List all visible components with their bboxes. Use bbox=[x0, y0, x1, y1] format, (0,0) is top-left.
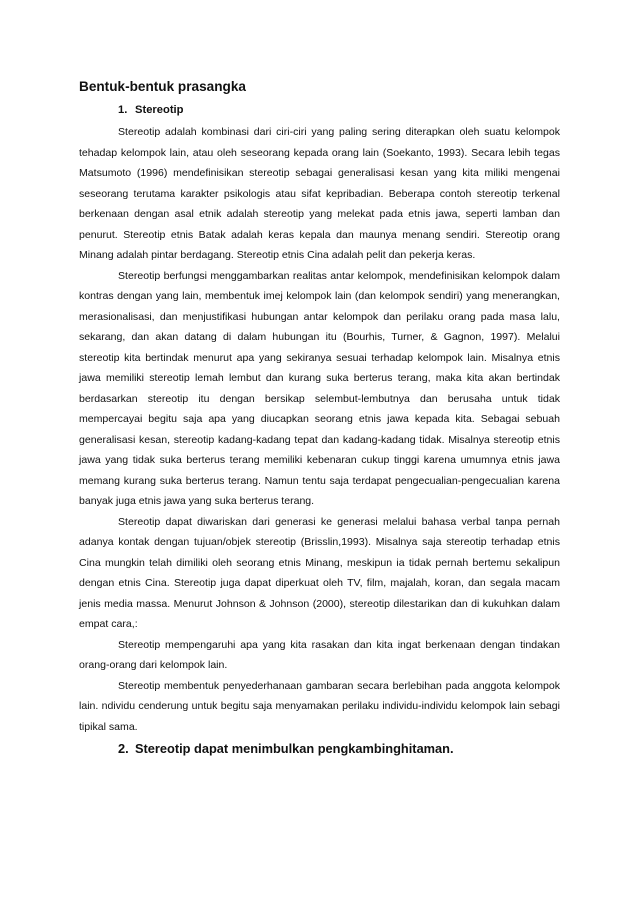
section-number: 1. bbox=[118, 104, 128, 116]
section-title: Stereotip bbox=[135, 104, 184, 116]
paragraph-simplification: Stereotip membentuk penyederhanaan gambaran secara berlebihan pada anggota kelompok lain. ndividu cenderung untuk begitu saja menyamakan perilaku individu-individu kelompok lain sebagi tipikal sama. bbox=[79, 679, 560, 733]
section-heading-stereotip bbox=[79, 102, 560, 118]
section-heading-scapegoating bbox=[79, 740, 560, 758]
document-title: Bentuk-bentuk prasangka bbox=[79, 79, 246, 94]
section-number: 2. bbox=[118, 741, 129, 756]
paragraph-influence: Stereotip mempengaruhi apa yang kita rasakan dan kita ingat berkenaan dengan tindakan orang-orang dari kelompok lain. bbox=[79, 638, 560, 671]
section-title: Stereotip dapat menimbulkan pengkambinghitaman. bbox=[135, 741, 454, 756]
paragraph-inheritance: Stereotip dapat diwariskan dari generasi ke generasi melalui bahasa verbal tanpa pernah adanya kontak dengan tujuan/objek stereotip (Brisslin,1993). Misalnya saja stereotip terhadap etnis Cina mungkin telah dimiliki oleh seorang etnis Minang, meskipun ia tidak pernah bertemu sekalipun dengan etnis Cina. Stereotip juga dapat diperkuat oleh TV, film, majalah, koran, dan segala macam jenis media massa. Menurut Johnson & Johnson (2000), stereotip dilestarikan dan di kukuhkan dalam empat cara,: bbox=[79, 515, 560, 630]
document-page bbox=[79, 78, 560, 762]
paragraph-definition: Stereotip adalah kombinasi dari ciri-ciri yang paling sering diterapkan oleh suatu kelompok tehadap kelompok lain, atau oleh seseorang kepada orang lain (Soekanto, 1993). Secara lebih tegas Matsumoto (1996) mendefinisikan stereotip sebagai generalisasi kesan yang kita miliki mengenai seseorang terutama karakter psikologis atau sifat kepribadian. Beberapa contoh stereotip terkenal berkenaan dengan asal etnik adalah stereotip yang melekat pada etnis jawa, seperti lamban dan penurut. Stereotip etnis Batak adalah keras kepala dan maunya menang sendiri. Stereotip orang Minang adalah pintar berdagang. Stereotip etnis Cina adalah pelit dan pekerja keras. bbox=[79, 126, 560, 261]
paragraph-function: Stereotip berfungsi menggambarkan realitas antar kelompok, mendefinisikan kelompok dalam kontras dengan yang lain, membentuk imej kelompok lain (dan kelompok sendiri) yang menerangkan, merasionalisasi, dan menjustifikasi hubungan antar kelompok dan perilaku orang pada masa lalu, sekarang, dan akan datang di dalam hubungan itu (Bourhis, Turner, & Gagnon, 1997). Melalui stereotip kita bertindak menurut apa yang sekiranya sesuai terhadap kelompok lain. Misalnya etnis jawa memiliki stereotip lemah lembut dan kurang suka berterus terang, maka kita akan bertindak berdasarkan stereotip itu dengan bersikap selembut-lembutnya dan berusaha untuk tidak mempercayai begitu saja apa yang diucapkan seorang etnis jawa kepada kita. Sebagai sebuah generalisasi kesan, stereotip kadang-kadang tepat dan kadang-kadang tidak. Misalnya stereotip etnis jawa yang tidak suka berterus terang memiliki kebenaran cukup tinggi karena umumnya etnis jawa memang kurang suka berterus terang. Namun tentu saja terdapat pengecualian-pengecualian karena banyak juga etnis jawa yang suka berterus terang. bbox=[79, 269, 560, 507]
